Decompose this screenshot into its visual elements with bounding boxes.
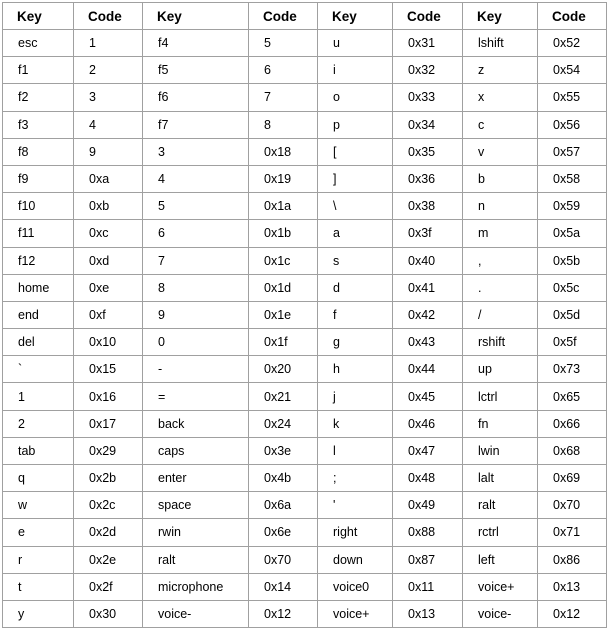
code-cell: 0x43 (393, 329, 463, 356)
code-cell: 0x1e (249, 301, 318, 328)
key-cell: 7 (143, 247, 249, 274)
key-cell: lshift (463, 30, 538, 57)
key-cell: enter (143, 465, 249, 492)
code-cell: 6 (249, 57, 318, 84)
key-cell: home (3, 274, 74, 301)
table-row (3, 84, 607, 111)
table-row (3, 247, 607, 274)
key-cell: g (318, 329, 393, 356)
code-cell: 0x12 (249, 600, 318, 627)
code-cell: 0x30 (74, 600, 143, 627)
key-cell: lwin (463, 437, 538, 464)
code-cell: 0x70 (249, 546, 318, 573)
key-cell: = (143, 383, 249, 410)
key-cell: a (318, 220, 393, 247)
code-cell: 0x1a (249, 193, 318, 220)
code-cell: 1 (74, 30, 143, 57)
code-cell: 0x2e (74, 546, 143, 573)
key-cell: voice+ (463, 573, 538, 600)
key-cell: ralt (463, 492, 538, 519)
code-cell: 0x1f (249, 329, 318, 356)
key-cell: up (463, 356, 538, 383)
key-cell: lalt (463, 465, 538, 492)
code-cell: 0x87 (393, 546, 463, 573)
table-row (3, 165, 607, 192)
code-cell: 0xa (74, 165, 143, 192)
table-row (3, 437, 607, 464)
key-cell: f11 (3, 220, 74, 247)
code-cell: 9 (74, 138, 143, 165)
column-header-key: Key (143, 3, 249, 30)
key-cell: w (3, 492, 74, 519)
key-cell: left (463, 546, 538, 573)
code-cell: 0x10 (74, 329, 143, 356)
key-cell: i (318, 57, 393, 84)
key-cell: del (3, 329, 74, 356)
code-cell: 0x32 (393, 57, 463, 84)
code-cell: 0x6a (249, 492, 318, 519)
code-cell: 0x48 (393, 465, 463, 492)
key-cell: 3 (143, 138, 249, 165)
code-cell: 0x5b (538, 247, 607, 274)
column-header-key: Key (318, 3, 393, 30)
code-cell: 0x29 (74, 437, 143, 464)
key-cell: right (318, 519, 393, 546)
table-row (3, 573, 607, 600)
code-cell: 0x20 (249, 356, 318, 383)
key-cell: 9 (143, 301, 249, 328)
code-cell: 0x5d (538, 301, 607, 328)
table-row (3, 519, 607, 546)
table-row (3, 193, 607, 220)
column-header-code: Code (74, 3, 143, 30)
code-cell: 0x49 (393, 492, 463, 519)
table-row (3, 410, 607, 437)
code-cell: 0x6e (249, 519, 318, 546)
code-cell: 0xb (74, 193, 143, 220)
code-cell: 0x40 (393, 247, 463, 274)
key-cell: f10 (3, 193, 74, 220)
key-cell: h (318, 356, 393, 383)
column-header-code: Code (393, 3, 463, 30)
code-cell: 0x55 (538, 84, 607, 111)
table-row (3, 492, 607, 519)
key-cell: back (143, 410, 249, 437)
code-cell: 0x18 (249, 138, 318, 165)
code-cell: 0x17 (74, 410, 143, 437)
key-cell: c (463, 111, 538, 138)
key-cell: ralt (143, 546, 249, 573)
table-row (3, 465, 607, 492)
key-cell: [ (318, 138, 393, 165)
code-cell: 0x2f (74, 573, 143, 600)
code-cell: 0x33 (393, 84, 463, 111)
code-cell: 0x47 (393, 437, 463, 464)
code-cell: 0x41 (393, 274, 463, 301)
key-cell: \ (318, 193, 393, 220)
key-cell: f9 (3, 165, 74, 192)
table-row (3, 274, 607, 301)
key-cell: p (318, 111, 393, 138)
key-cell: n (463, 193, 538, 220)
code-cell: 0x4b (249, 465, 318, 492)
key-cell: voice- (463, 600, 538, 627)
code-cell: 0x16 (74, 383, 143, 410)
key-cell: f2 (3, 84, 74, 111)
key-cell: space (143, 492, 249, 519)
code-cell: 0x73 (538, 356, 607, 383)
code-cell: 0x5c (538, 274, 607, 301)
key-cell: s (318, 247, 393, 274)
key-cell: e (3, 519, 74, 546)
code-cell: 0xd (74, 247, 143, 274)
table-body (3, 30, 607, 628)
key-cell: microphone (143, 573, 249, 600)
key-code-table (2, 2, 607, 628)
key-cell: voice0 (318, 573, 393, 600)
column-header-code: Code (538, 3, 607, 30)
key-cell: rshift (463, 329, 538, 356)
table-row (3, 383, 607, 410)
table-row (3, 356, 607, 383)
key-cell: end (3, 301, 74, 328)
key-cell: u (318, 30, 393, 57)
code-cell: 0x5a (538, 220, 607, 247)
key-cell: k (318, 410, 393, 437)
key-cell: f1 (3, 57, 74, 84)
key-cell: ] (318, 165, 393, 192)
code-cell: 0xf (74, 301, 143, 328)
code-cell: 0x38 (393, 193, 463, 220)
key-cell: z (463, 57, 538, 84)
code-cell: 8 (249, 111, 318, 138)
key-cell: o (318, 84, 393, 111)
column-header-key: Key (3, 3, 74, 30)
key-cell: m (463, 220, 538, 247)
key-cell: r (3, 546, 74, 573)
key-cell: 2 (3, 410, 74, 437)
key-cell: voice- (143, 600, 249, 627)
code-cell: 0xe (74, 274, 143, 301)
code-cell: 0x19 (249, 165, 318, 192)
key-cell: voice+ (318, 600, 393, 627)
code-cell: 2 (74, 57, 143, 84)
code-cell: 0x15 (74, 356, 143, 383)
code-cell: 0x34 (393, 111, 463, 138)
code-cell: 0x3f (393, 220, 463, 247)
table-row (3, 546, 607, 573)
key-cell: t (3, 573, 74, 600)
code-cell: 0x58 (538, 165, 607, 192)
key-cell: down (318, 546, 393, 573)
key-cell: f12 (3, 247, 74, 274)
key-cell: tab (3, 437, 74, 464)
code-cell: 4 (74, 111, 143, 138)
code-cell: 0x11 (393, 573, 463, 600)
table-row (3, 220, 607, 247)
key-cell: . (463, 274, 538, 301)
code-cell: 0x35 (393, 138, 463, 165)
key-cell: rctrl (463, 519, 538, 546)
key-cell: f3 (3, 111, 74, 138)
code-cell: 0x1b (249, 220, 318, 247)
key-cell: ; (318, 465, 393, 492)
key-cell: q (3, 465, 74, 492)
code-cell: 0x1c (249, 247, 318, 274)
key-cell: l (318, 437, 393, 464)
key-cell: ' (318, 492, 393, 519)
key-cell: fn (463, 410, 538, 437)
key-cell: , (463, 247, 538, 274)
key-cell: f7 (143, 111, 249, 138)
key-cell: 8 (143, 274, 249, 301)
code-cell: 0x44 (393, 356, 463, 383)
key-cell: f4 (143, 30, 249, 57)
code-cell: 0x70 (538, 492, 607, 519)
code-cell: 0x3e (249, 437, 318, 464)
key-cell: caps (143, 437, 249, 464)
code-cell: 0x68 (538, 437, 607, 464)
key-cell: d (318, 274, 393, 301)
key-cell: 1 (3, 383, 74, 410)
code-cell: 0x13 (393, 600, 463, 627)
table-row (3, 600, 607, 627)
code-cell: 0x31 (393, 30, 463, 57)
code-cell: 0x52 (538, 30, 607, 57)
table-row (3, 138, 607, 165)
code-cell: 0x14 (249, 573, 318, 600)
key-cell: y (3, 600, 74, 627)
code-cell: 0x59 (538, 193, 607, 220)
key-cell: rwin (143, 519, 249, 546)
code-cell: 0x1d (249, 274, 318, 301)
key-cell: - (143, 356, 249, 383)
table-row (3, 111, 607, 138)
key-cell: esc (3, 30, 74, 57)
key-cell: f5 (143, 57, 249, 84)
code-cell: 0x56 (538, 111, 607, 138)
code-cell: 0x86 (538, 546, 607, 573)
code-cell: 3 (74, 84, 143, 111)
code-cell: 0x5f (538, 329, 607, 356)
key-cell: f6 (143, 84, 249, 111)
key-cell: 6 (143, 220, 249, 247)
key-cell: 5 (143, 193, 249, 220)
key-cell: 0 (143, 329, 249, 356)
code-cell: 0x24 (249, 410, 318, 437)
code-cell: 0x2b (74, 465, 143, 492)
code-cell: 0xc (74, 220, 143, 247)
column-header-code: Code (249, 3, 318, 30)
code-cell: 0x69 (538, 465, 607, 492)
code-cell: 0x42 (393, 301, 463, 328)
table-row (3, 30, 607, 57)
column-header-key: Key (463, 3, 538, 30)
code-cell: 0x13 (538, 573, 607, 600)
code-cell: 0x88 (393, 519, 463, 546)
key-cell: / (463, 301, 538, 328)
key-cell: lctrl (463, 383, 538, 410)
table-header (3, 3, 607, 30)
key-cell: f8 (3, 138, 74, 165)
key-cell: ` (3, 356, 74, 383)
key-cell: 4 (143, 165, 249, 192)
code-cell: 0x2c (74, 492, 143, 519)
table-row (3, 301, 607, 328)
code-cell: 0x66 (538, 410, 607, 437)
code-cell: 0x65 (538, 383, 607, 410)
code-cell: 0x12 (538, 600, 607, 627)
code-cell: 0x21 (249, 383, 318, 410)
key-cell: b (463, 165, 538, 192)
code-cell: 0x71 (538, 519, 607, 546)
table-row (3, 329, 607, 356)
table-row (3, 57, 607, 84)
code-cell: 0x36 (393, 165, 463, 192)
code-cell: 0x45 (393, 383, 463, 410)
key-cell: v (463, 138, 538, 165)
key-cell: x (463, 84, 538, 111)
code-cell: 5 (249, 30, 318, 57)
key-cell: j (318, 383, 393, 410)
code-cell: 0x57 (538, 138, 607, 165)
code-cell: 0x46 (393, 410, 463, 437)
code-cell: 0x2d (74, 519, 143, 546)
code-cell: 0x54 (538, 57, 607, 84)
header-row (3, 3, 607, 30)
code-cell: 7 (249, 84, 318, 111)
key-cell: f (318, 301, 393, 328)
